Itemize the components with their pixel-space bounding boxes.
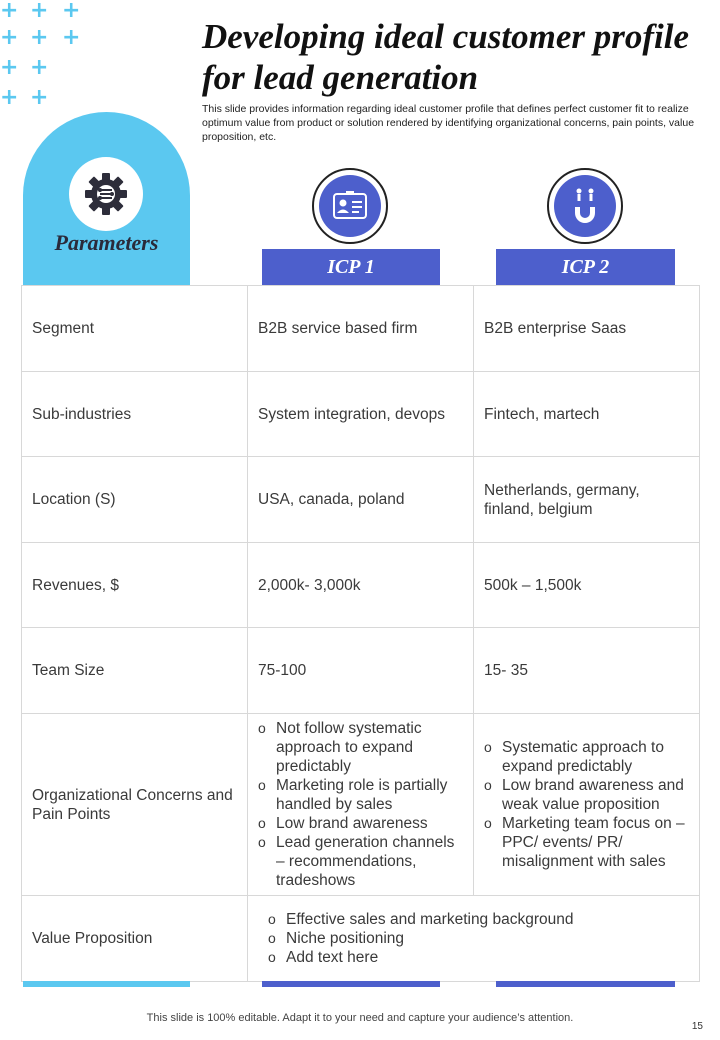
table-row <box>22 896 700 982</box>
page-description: This slide provides information regarding ideal customer profile that defines perfect customer fit to realize optimum value from product or solution rendered by identifying organizational concerns, pain points, value proposition, etc. <box>202 103 695 143</box>
icp1-icon-circle <box>319 175 381 237</box>
page-title: Developing ideal customer profile for lead generation <box>202 17 690 97</box>
table-row <box>22 714 700 896</box>
plus-icon: + <box>0 55 19 80</box>
icp1-concerns-list <box>258 719 463 890</box>
plus-icon: + <box>30 0 49 23</box>
icp2-cell: Fintech, martech <box>474 372 700 457</box>
icp1-cell: USA, canada, poland <box>248 457 474 543</box>
list-item: o Effective sales and marketing background <box>286 910 689 929</box>
icp1-cell: 75-100 <box>248 628 474 714</box>
parameters-bottom-bar <box>23 981 190 987</box>
list-item: o Marketing role is partially handled by sales <box>276 776 463 814</box>
plus-icon: + <box>0 25 19 50</box>
table-row <box>22 372 700 457</box>
list-item: o Low brand awareness and weak value proposition <box>502 776 689 814</box>
list-item: o Low brand awareness <box>276 814 463 833</box>
icp2-cell: Netherlands, germany, finland, belgium <box>474 457 700 543</box>
icp2-icon-ring <box>547 168 623 244</box>
icp1-header: ICP 1 <box>262 249 440 285</box>
id-card-icon <box>319 175 381 237</box>
list-item: o Add text here <box>286 948 689 967</box>
param-cell: Segment <box>22 286 248 372</box>
icp2-cell <box>474 714 700 896</box>
parameters-card <box>23 112 190 286</box>
icp2-cell: 500k – 1,500k <box>474 543 700 628</box>
icp2-bottom-bar <box>496 981 675 987</box>
plus-icon: + <box>0 0 19 23</box>
magnet-people-icon <box>554 175 616 237</box>
page-number: 15 <box>691 1021 703 1032</box>
param-cell: Team Size <box>22 628 248 714</box>
icp1-cell: 2,000k- 3,000k <box>248 543 474 628</box>
plus-icon: + <box>30 55 49 80</box>
list-item: o Niche positioning <box>286 929 689 948</box>
parameters-icon-circle <box>69 157 143 231</box>
parameters-label: Parameters <box>54 230 159 255</box>
icp-table <box>21 285 700 982</box>
icp2-cell: B2B enterprise Saas <box>474 286 700 372</box>
param-cell: Organizational Concerns and Pain Points <box>22 714 248 896</box>
table-row <box>22 457 700 543</box>
list-item: o Lead generation channels – recommendations, tradeshows <box>276 833 463 890</box>
table-row <box>22 286 700 372</box>
icp2-header: ICP 2 <box>496 249 675 285</box>
icp2-icon-circle <box>554 175 616 237</box>
plus-icon: + <box>30 25 49 50</box>
icp1-cell: B2B service based firm <box>248 286 474 372</box>
plus-icon: + <box>30 85 49 110</box>
list-item: o Systematic approach to expand predictably <box>502 738 689 776</box>
param-cell: Revenues, $ <box>22 543 248 628</box>
table-row <box>22 543 700 628</box>
table-row <box>22 628 700 714</box>
icp2-cell: 15- 35 <box>474 628 700 714</box>
value-proposition-list <box>258 910 689 967</box>
icp1-bottom-bar <box>262 981 440 987</box>
param-cell: Sub-industries <box>22 372 248 457</box>
plus-icon: + <box>0 85 19 110</box>
param-cell: Location (S) <box>22 457 248 543</box>
icp1-cell <box>248 714 474 896</box>
list-item: o Marketing team focus on – PPC/ events/ PR/ misalignment with sales <box>502 814 689 871</box>
gear-circuit-icon <box>69 157 143 231</box>
icp1-icon-ring <box>312 168 388 244</box>
param-cell: Value Proposition <box>22 896 248 982</box>
footer-note: This slide is 100% editable. Adapt it to your need and capture your audience’s attention. <box>146 1012 574 1024</box>
plus-icon: + <box>62 25 81 50</box>
icp1-cell: System integration, devops <box>248 372 474 457</box>
list-item: o Not follow systematic approach to expand predictably <box>276 719 463 776</box>
icp2-concerns-list <box>484 738 689 871</box>
value-proposition-cell <box>248 896 700 982</box>
plus-icon: + <box>62 0 81 23</box>
